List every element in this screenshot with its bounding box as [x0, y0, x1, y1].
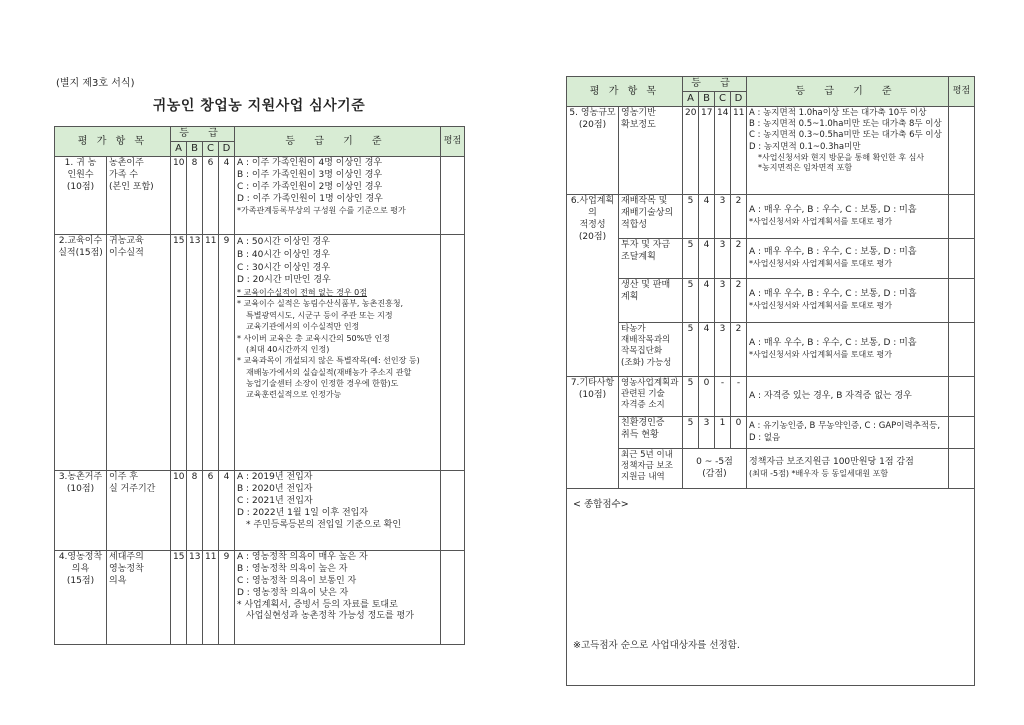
score-cell	[949, 279, 975, 323]
form-number: (별지 제3호 서식)	[56, 78, 135, 89]
points-b: 4	[699, 195, 715, 239]
criteria-cell	[747, 279, 949, 323]
subitem-cell: 귀농교육 이수실적	[107, 235, 171, 471]
points-a: 15	[171, 551, 187, 645]
points-b: 8	[187, 157, 203, 235]
points-b: 8	[187, 471, 203, 551]
subitem-cell: 영농기반 확보정도	[619, 107, 683, 195]
table-row	[55, 235, 465, 471]
criteria-line: B : 2020년 전입자	[237, 483, 313, 494]
table-row	[567, 195, 975, 239]
criteria-note: * 주민등록등본의 전입일 기준으로 확인	[246, 519, 402, 530]
subitem-cell: 타농가 재배작목과의 작목집단화 (조화) 가능성	[619, 323, 683, 377]
header-grade-c: C	[203, 142, 219, 157]
subitem-cell: 친환경인증 취득 현황	[619, 417, 683, 449]
criteria-note: 재배농가에서의 실습실적(재배농가 주소지 관할	[246, 367, 412, 377]
criteria-line: A : 매우 우수, B : 우수, C : 보통, D : 미흡	[749, 205, 917, 216]
criteria-line: C : 영농정착 의욕이 보통인 자	[237, 575, 357, 586]
criteria-note: *사업신청서와 사업계획서를 토대로 평가	[749, 259, 893, 269]
criteria-line: A : 이주 가족인원이 4명 이상인 경우	[237, 158, 383, 168]
criteria-line: C : 30시간 이상인 경우	[237, 262, 331, 273]
points-b: 3	[699, 417, 715, 449]
points-a: 5	[683, 279, 699, 323]
criteria-cell	[235, 157, 441, 235]
subitem-cell: 이주 후 실 거주기간	[107, 471, 171, 551]
points-c: 11	[203, 551, 219, 645]
score-cell	[441, 157, 465, 235]
header-grade-a: A	[683, 92, 699, 107]
points-c: 14	[715, 107, 731, 195]
points-a: 15	[171, 235, 187, 471]
criteria-note: * 교육과목이 개설되지 않은 특별작목(예: 선인장 등)	[237, 356, 420, 366]
header-item: 평 가 항 목	[55, 127, 171, 157]
category-cell: 2.교육이수 실적(15점)	[55, 235, 107, 471]
subitem-cell: 세대주의 영농정착 의욕	[107, 551, 171, 645]
summary-row	[567, 489, 975, 686]
category-cell: 7.기타사항 (10점)	[567, 377, 619, 489]
table-row	[55, 471, 465, 551]
criteria-cell	[747, 377, 949, 417]
category-cell: 3.농촌거주 (10점)	[55, 471, 107, 551]
points-d: 2	[731, 239, 747, 279]
points-d: -	[731, 377, 747, 417]
criteria-line: D : 없음	[749, 432, 781, 443]
score-cell	[441, 551, 465, 645]
header-score: 평점	[441, 127, 465, 157]
criteria-line: B : 이주 가족인원이 3명 이상인 경우	[237, 169, 383, 180]
category-cell: 6.사업계획의 적정성 (20점)	[567, 195, 619, 377]
criteria-note: 교육훈련실적으로 인정가능	[246, 390, 342, 400]
criteria-note: * 교육이수실적이 전혀 없는 경우 0점	[237, 288, 367, 298]
criteria-note: 사업실현성과 농촌정착 가능성 정도를 평가	[246, 611, 414, 622]
criteria-note: 교육기관에서의 이수실적만 인정	[246, 322, 360, 332]
points-a: 10	[171, 157, 187, 235]
score-cell	[949, 377, 975, 417]
criteria-note: 농업기술센터 소장이 인정한 경우에 한함)도	[246, 378, 399, 388]
criteria-note: * 교육이수 실적은 농림수산식품부, 농촌진흥청,	[237, 299, 404, 309]
points-d: 9	[219, 235, 235, 471]
criteria-line: B : 영농정착 의욕이 높은 자	[237, 563, 348, 574]
header-grade-d: D	[731, 92, 747, 107]
points-a: 5	[683, 239, 699, 279]
points-b: 13	[187, 235, 203, 471]
points-range: 0 ~ -5점 (감점)	[683, 449, 747, 489]
points-c: 3	[715, 239, 731, 279]
header-grade-b: B	[699, 92, 715, 107]
points-c: 3	[715, 279, 731, 323]
header-grade: 등 급	[683, 77, 747, 92]
criteria-line: D : 농지면적 0.1~0.3ha미만	[749, 141, 861, 152]
header-criteria: 등 급 기 준	[235, 127, 441, 157]
criteria-cell	[235, 235, 441, 471]
subitem-cell: 영농사업계획과 관련된 기술 자격증 소지	[619, 377, 683, 417]
points-a: 5	[683, 323, 699, 377]
criteria-table-right	[566, 76, 975, 686]
score-cell	[441, 471, 465, 551]
table-row	[567, 279, 975, 323]
criteria-cell	[747, 323, 949, 377]
points-b: 4	[699, 279, 715, 323]
score-cell	[949, 107, 975, 195]
header-grade-c: C	[715, 92, 731, 107]
points-a: 5	[683, 195, 699, 239]
points-a: 5	[683, 417, 699, 449]
criteria-line: C : 2021년 전입자	[237, 495, 313, 506]
score-cell	[949, 195, 975, 239]
criteria-line: C : 이주 가족인원이 2명 이상인 경우	[237, 181, 383, 192]
criteria-note: (최대 -5점) *배우자 등 동일세대원 포함	[749, 469, 889, 479]
criteria-note: *가족관계등록부상의 구성원 수를 기준으로 평가	[237, 205, 406, 215]
criteria-line: A : 2019년 전입자	[237, 472, 313, 482]
points-c: 3	[715, 195, 731, 239]
table-row	[55, 551, 465, 645]
criteria-note: (최대 40시간까지 인정)	[246, 344, 330, 354]
category-cell: 1. 귀 농 인원수 (10점)	[55, 157, 107, 235]
points-a: 20	[683, 107, 699, 195]
score-cell	[949, 417, 975, 449]
header-criteria: 등 급 기 준	[747, 77, 949, 107]
points-d: 2	[731, 279, 747, 323]
criteria-note: *사업신청서와 사업계획서를 토대로 평가	[749, 301, 893, 311]
criteria-line: D : 이주 가족인원이 1명 이상인 경우	[237, 193, 383, 204]
criteria-line: A : 자격증 있는 경우, B 자격증 없는 경우	[749, 390, 912, 401]
criteria-cell	[747, 107, 949, 195]
criteria-note: 특별광역시도, 시군구 등이 주관 또는 지정	[246, 310, 393, 320]
points-b: 0	[699, 377, 715, 417]
header-item: 평 가 항 목	[567, 77, 683, 107]
score-cell	[441, 235, 465, 471]
table-row	[567, 323, 975, 377]
header-grade-a: A	[171, 142, 187, 157]
criteria-line: D : 2022년 1월 1일 이후 전입자	[237, 507, 369, 518]
criteria-cell	[747, 239, 949, 279]
criteria-line: D : 20시간 미만인 경우	[237, 275, 331, 286]
points-d: 11	[731, 107, 747, 195]
criteria-note: *농지면적은 임차면적 포함	[758, 163, 853, 173]
criteria-table-left	[54, 126, 465, 645]
score-cell	[949, 239, 975, 279]
table-row	[567, 417, 975, 449]
score-cell	[949, 449, 975, 489]
category-cell: 5. 영농규모 (20점)	[567, 107, 619, 195]
points-d: 4	[219, 471, 235, 551]
points-d: 2	[731, 195, 747, 239]
table-row	[567, 449, 975, 489]
points-d: 0	[731, 417, 747, 449]
total-score-cell	[567, 489, 975, 686]
subitem-cell: 최근 5년 이내 정책자금 보조 지원금 내역	[619, 449, 683, 489]
criteria-line: A : 유기농인증, B 무농약인증, C : GAP이력추적등,	[749, 421, 941, 432]
points-b: 13	[187, 551, 203, 645]
criteria-line: A : 농지면적 1.0ha이상 또는 대가축 10두 이상	[749, 108, 927, 118]
criteria-line: D : 영농정착 의욕이 낮은 자	[237, 587, 349, 598]
criteria-note: *사업신청서와 사업계획서를 토대로 평가	[749, 217, 893, 227]
subitem-cell: 생산 및 판매 계획	[619, 279, 683, 323]
points-b: 4	[699, 323, 715, 377]
table-row	[567, 107, 975, 195]
points-c: 11	[203, 235, 219, 471]
criteria-line: A : 영농정착 의욕이 매우 높은 자	[237, 552, 368, 562]
points-c: 6	[203, 157, 219, 235]
criteria-line: B : 40시간 이상인 경우	[237, 249, 330, 260]
criteria-cell	[235, 551, 441, 645]
points-c: 6	[203, 471, 219, 551]
criteria-line: A : 매우 우수, B : 우수, C : 보통, D : 미흡	[749, 338, 917, 349]
criteria-note: * 사업계획서, 증빙서 등의 자료를 토대로	[237, 599, 398, 610]
table-row	[567, 377, 975, 417]
criteria-line: A : 50시간 이상인 경우	[237, 237, 330, 247]
criteria-line: 정책자금 보조지원금 100만원당 1점 감점	[749, 457, 914, 468]
selection-note: ※고득점자 순으로 사업대상자를 선정함.	[573, 639, 740, 651]
table-row	[567, 239, 975, 279]
points-d: 4	[219, 157, 235, 235]
table-row	[55, 157, 465, 235]
subitem-cell: 투자 및 자금 조달계획	[619, 239, 683, 279]
subitem-cell: 재배작목 및 재배기술상의 적합성	[619, 195, 683, 239]
header-grade-d: D	[219, 142, 235, 157]
points-b: 17	[699, 107, 715, 195]
total-score-label: < 종합점수>	[573, 499, 629, 510]
criteria-line: A : 매우 우수, B : 우수, C : 보통, D : 미흡	[749, 289, 917, 300]
criteria-line: A : 매우 우수, B : 우수, C : 보통, D : 미흡	[749, 247, 917, 258]
criteria-cell	[747, 417, 949, 449]
points-b: 4	[699, 239, 715, 279]
criteria-cell	[747, 195, 949, 239]
header-score: 평점	[949, 77, 975, 107]
header-grade-b: B	[187, 142, 203, 157]
category-cell: 4.영농정착 의욕 (15점)	[55, 551, 107, 645]
criteria-note: * 사이버 교육은 총 교육시간의 50%만 인정	[237, 333, 390, 343]
points-c: 3	[715, 323, 731, 377]
points-c: 1	[715, 417, 731, 449]
criteria-cell	[747, 449, 949, 489]
score-cell	[949, 323, 975, 377]
subitem-cell: 농촌이주 가족 수 (본인 포함)	[107, 157, 171, 235]
document-title: 귀농인 창업농 지원사업 심사기준	[152, 98, 366, 114]
points-c: -	[715, 377, 731, 417]
criteria-cell	[235, 471, 441, 551]
header-grade: 등 급	[171, 127, 235, 142]
criteria-note: *사업신청서와 사업계획서를 토대로 평가	[749, 350, 893, 360]
criteria-note: *사업신청서와 현지 방문을 통해 확인한 후 심사	[758, 152, 925, 162]
points-a: 10	[171, 471, 187, 551]
points-a: 5	[683, 377, 699, 417]
points-d: 9	[219, 551, 235, 645]
criteria-line: B : 농지면적 0.5~1.0ha미만 또는 대가축 8두 이상	[749, 119, 942, 130]
criteria-line: C : 농지면적 0.3~0.5ha미만 또는 대가축 6두 이상	[749, 130, 942, 141]
points-d: 2	[731, 323, 747, 377]
